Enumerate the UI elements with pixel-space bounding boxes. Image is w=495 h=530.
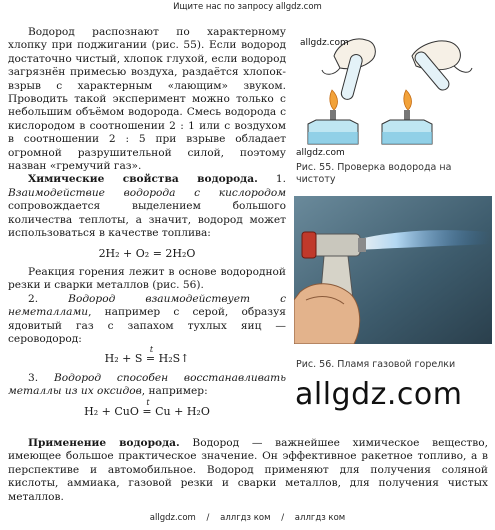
equation-right: = Cu + H₂O: [142, 404, 210, 418]
equation-hydrogen-sulfide: [8, 345, 286, 366]
footer-link-1[interactable]: allgdz.com: [149, 513, 196, 523]
heat-mark: [145, 345, 190, 366]
watermark-allgdz-large: allgdz.com: [295, 377, 463, 412]
equation-right: = H₂S↑: [145, 352, 190, 366]
paragraph-chemical-properties: [8, 173, 286, 240]
paragraph-applications: [8, 437, 488, 504]
italic-reduction: Водород способен восстанавливать металлы из их оксидов: [8, 371, 286, 398]
figure-56-photo: [294, 196, 492, 344]
paragraph-text: сопровождается выделением большого количества теплоты, а значит, водород может использоваться в качестве топлива:: [8, 200, 286, 240]
footer-separator: /: [206, 513, 210, 523]
gas-burner-photo: [294, 196, 492, 344]
heading-applications: Применение водорода.: [28, 437, 180, 449]
heat-mark: [142, 397, 210, 418]
paragraph-reduction: [8, 372, 286, 399]
equation-copper-reduction: [8, 397, 286, 418]
footer: [0, 513, 495, 523]
heat-symbol: t: [146, 397, 150, 407]
item-number-3: 3.: [28, 371, 54, 384]
italic-oxygen-interaction: Взаимодействие водорода с кислородом: [8, 186, 286, 199]
item-number-2: 2.: [28, 292, 69, 305]
footer-link-2[interactable]: аллгдз ком: [220, 513, 271, 523]
equation-left: H₂ + S: [104, 352, 146, 366]
footer-link-3[interactable]: аллгдз ком: [294, 513, 346, 523]
paragraph-text: , например:: [141, 385, 208, 398]
paragraph-nonmetals: [8, 293, 286, 347]
applications-body: Водород — важнейшее химическое вещество, имеющее большое практическое значение. Он эффективное ракетное топливо, а в перспективе и автомобильное. Водород применяют для получения соляной кислоты, аммиака, газовой резки и сварки металлов, для получения чистых металлов.: [8, 437, 488, 503]
caption-figure-56: Рис. 56. Пламя газовой горелки: [296, 359, 456, 370]
paragraph-hydrogen-detection: Водород распознают по характерному хлопку при поджигании (рис. 55). Если водород достаточно чистый, хлопок глухой, если водород загрязнён примесью воздуха, раздаётся хлопок-взрыв с характерным «лающим» звуком. Проводить такой эксперимент можно только с небольшим объёмом водорода. Смесь водорода с кислородом в соотношении 2 : 1 или с воздухом в соотношении 2 : 5 при взрыве обладает огромной разрушительной силой, поэтому назван «гремучий газ».: [8, 26, 286, 173]
paragraph-text: , например с серой, образуя ядовитый газ с запахом тухлых яиц — сероводород:: [8, 306, 286, 345]
footer-separator: /: [281, 513, 285, 523]
heading-chemical-properties: Химические свойства водорода.: [28, 173, 258, 186]
watermark-allgdz-1: allgdz.com: [300, 38, 349, 48]
main-text-column: [8, 26, 286, 424]
watermark-allgdz-2: allgdz.com: [296, 148, 345, 158]
applications-text: [8, 437, 488, 504]
top-banner: Ищите нас по запросу allgdz.com: [173, 2, 322, 12]
italic-nonmetal-interaction: Водород взаимодействует с неметаллами: [8, 292, 286, 319]
paragraph-combustion-use: Реакция горения лежит в основе водородной резки и сварки металлов (рис. 56).: [8, 265, 286, 292]
heat-symbol: t: [149, 345, 154, 355]
caption-figure-55: Рис. 55. Проверка водорода на чистоту: [296, 162, 452, 185]
equation-combustion: 2H₂ + O₂ = 2H₂O: [98, 246, 196, 260]
item-number-1: 1.: [257, 173, 286, 186]
equation-left: H₂ + CuO: [84, 404, 143, 418]
